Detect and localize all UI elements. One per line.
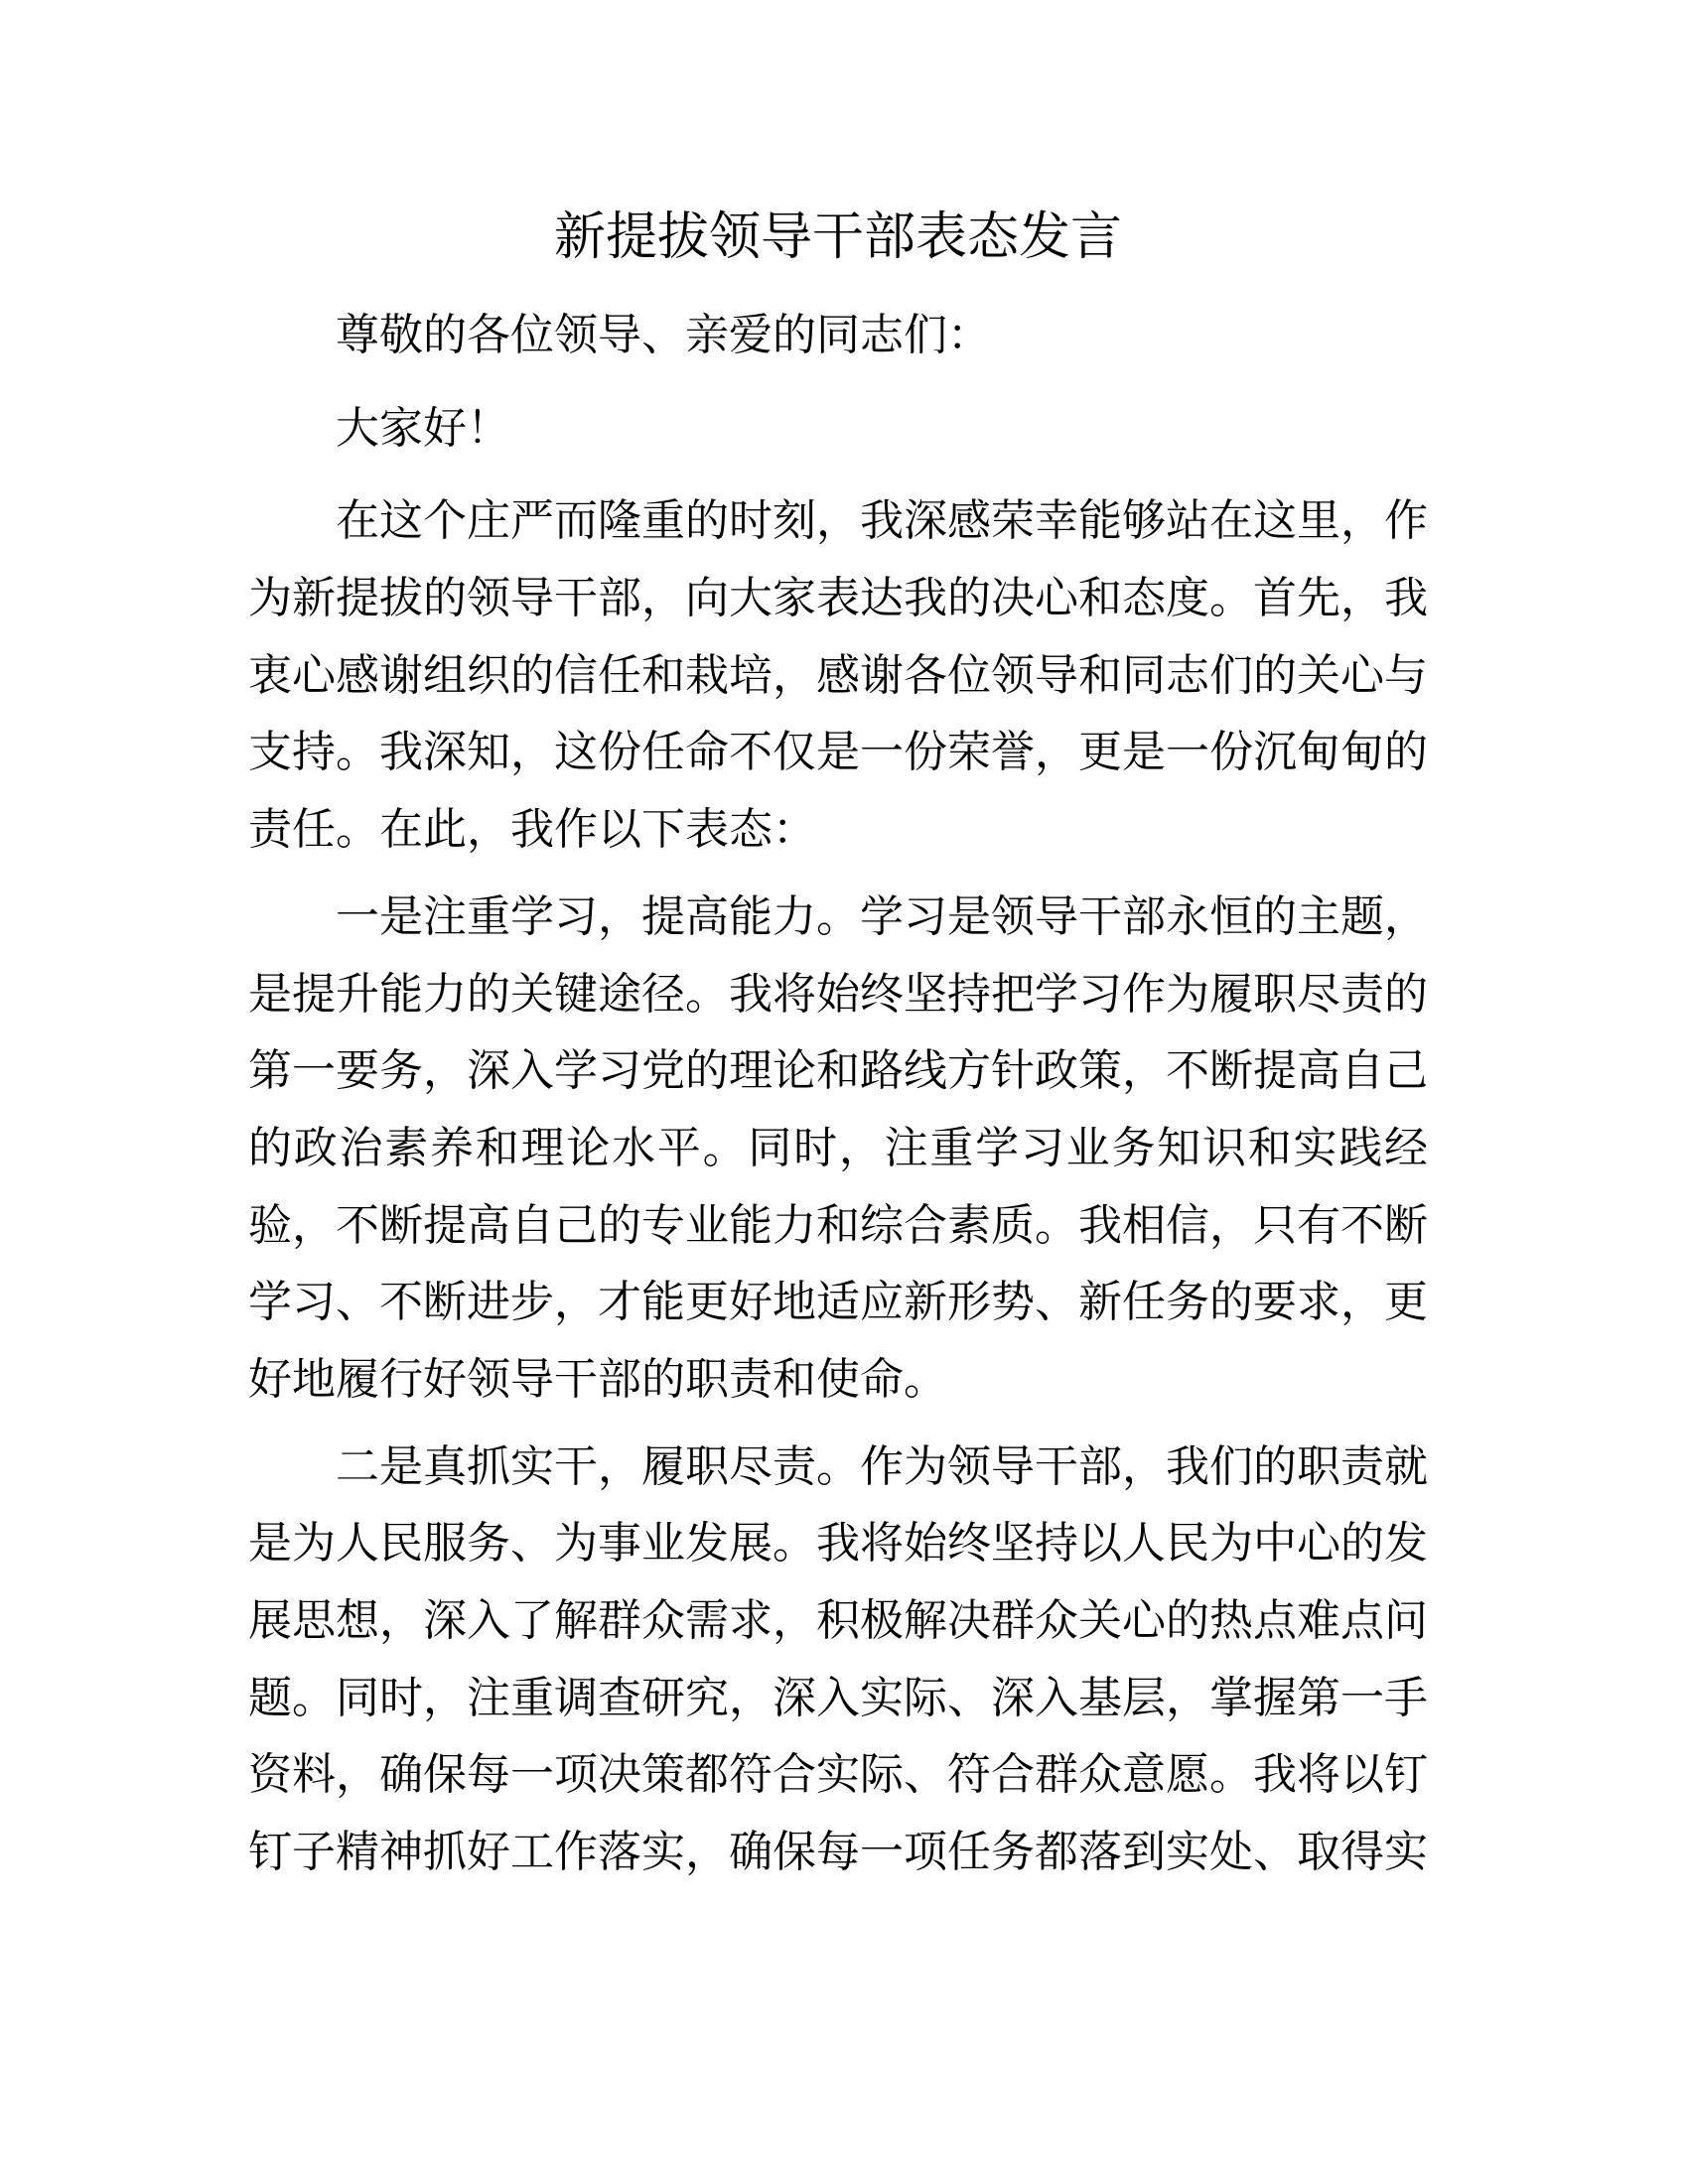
body-paragraph — [248, 1429, 1428, 1891]
text-line: 钉子精神抓好工作落实，确保每一项任务都落到实处、取得实 — [248, 1827, 1428, 1878]
text-line: 资料，确保每一项决策都符合实际、符合群众意愿。我将以钉 — [248, 1749, 1428, 1801]
text-line: 二是真抓实干，履职尽责。作为领导干部，我们的职责就 — [336, 1440, 1428, 1492]
text-line: 展思想，深入了解群众需求，积极解决群众关心的热点难点问 — [248, 1595, 1428, 1646]
text-line: 的政治素养和理论水平。同时，注重学习业务知识和实践经 — [248, 1122, 1428, 1173]
body-paragraph — [248, 879, 1428, 1419]
body-paragraph — [248, 482, 1428, 868]
text-line: 题。同时，注重调查研究，深入实际、深入基层，掌握第一手 — [248, 1672, 1428, 1723]
text-line: 是为人民服务、为事业发展。我将始终坚持以人民为中心的发 — [248, 1518, 1428, 1570]
text-line: 是提升能力的关键途径。我将始终坚持把学习作为履职尽责的 — [248, 968, 1428, 1020]
salutation-paragraph — [248, 390, 1428, 468]
text-line: 衷心感谢组织的信任和栽培，感谢各位领导和同志们的关心与 — [248, 649, 1428, 701]
text-line: 第一要务，深入学习党的理论和路线方针政策，不断提高自己 — [248, 1045, 1428, 1097]
document-body — [248, 297, 1428, 1891]
text-line: 验，不断提高自己的专业能力和综合素质。我相信，只有不断 — [248, 1199, 1428, 1251]
text-line: 在这个庄严而隆重的时刻，我深感荣幸能够站在这里，作 — [336, 495, 1428, 547]
salutation-paragraph — [248, 297, 1428, 374]
document-title: 新提拔领导干部表态发言 — [553, 207, 1122, 267]
text-line: 好地履行好领导干部的职责和使命。 — [248, 1353, 947, 1405]
text-line: 责任。在此，我作以下表态： — [248, 804, 816, 856]
text-line: 为新提拔的领导干部，向大家表达我的决心和态度。首先，我 — [248, 573, 1428, 624]
text-line: 一是注重学习，提高能力。学习是领导干部永恒的主题， — [336, 890, 1428, 942]
text-line: 尊敬的各位领导、亲爱的同志们： — [336, 310, 991, 360]
text-line: 支持。我深知，这份任命不仅是一份荣誉，更是一份沉甸甸的 — [248, 727, 1428, 778]
text-line: 学习、不断进步，才能更好地适应新形势、新任务的要求，更 — [248, 1277, 1428, 1328]
text-line: 大家好！ — [336, 402, 510, 454]
